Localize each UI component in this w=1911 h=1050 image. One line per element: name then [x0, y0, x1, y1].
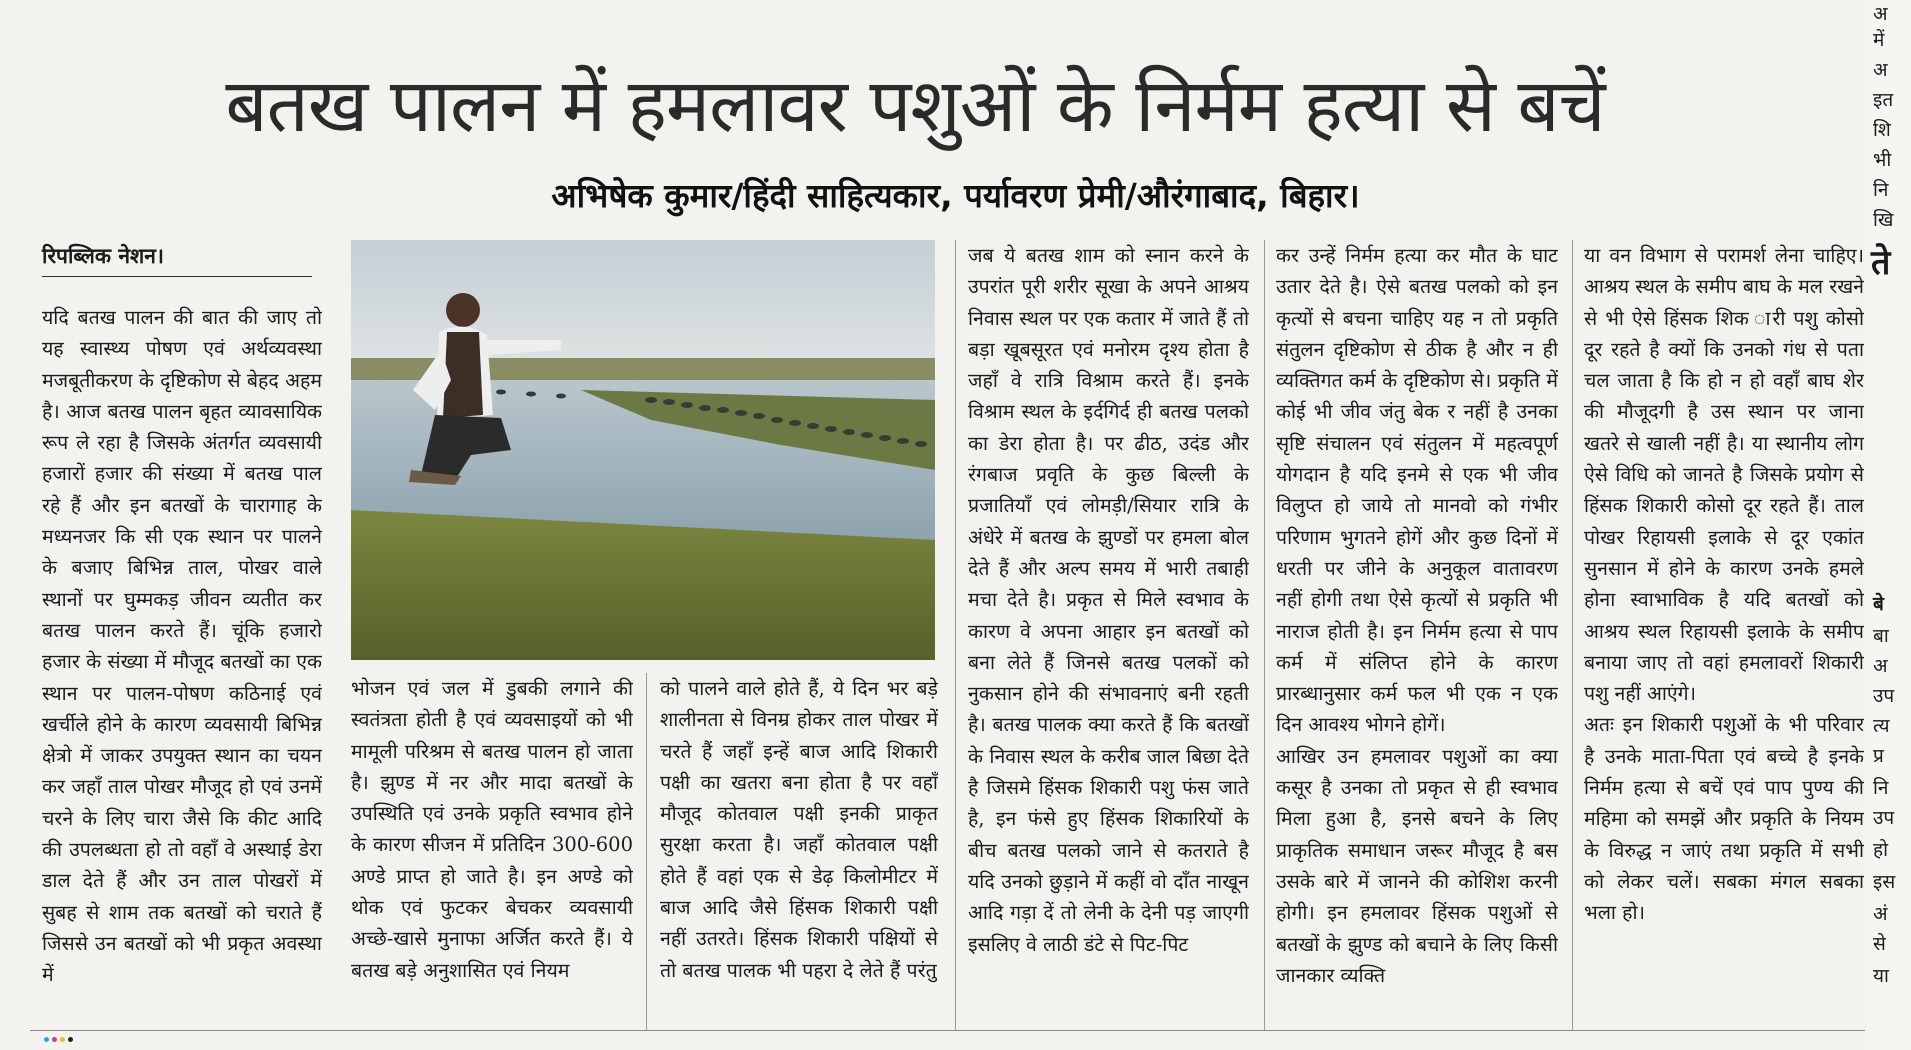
- paragraph: या वन विभाग से परामर्श लेना चाहिए। आश्रय स्थल के समीप बाघ के मल रखने से भी ऐसे हिंसक शिक ारी पशु कोसो दूर रहते है क्यों कि उनको गंध से पता चल जाता है कि हो न हो वहाँ बाघ शेर की मौजूदगी है उस स्थान पर जाना खतरे से खाली नहीं है। या स्थानीय लोग ऐसे विधि को जानते है जिसके प्रयोग से हिंसक शिकारी कोसो दूर रहते हैं। ताल पोखर रिहायसी इलाके से दूर एकांत सुनसान में होने के कारण उनके हमले होना स्वाभाविक है यदि बतखों को आश्रय स्थल रिहायसी इलाके के समीप बनाया जाए तो वहां हमलावरों शिकारी पशु नहीं आएंगे।: [1584, 244, 1864, 706]
- edge-fragment: इत: [1873, 89, 1894, 111]
- article-photo: [351, 240, 935, 660]
- paragraph: भोजन एवं जल में डुबकी लगाने की स्वतंत्रता होती है एवं व्यवसाइयों को भी मामूली परिश्रम से बतख पालन हो जाता है। झुण्ड में नर और मादा बतखों के उपस्थिति एवं उनके प्रकृति स्वभाव होने के कारण सीजन में प्रतिदिन 300-600 अण्डे प्राप्त हो जाते है। इन अण्डे को थोक एवं फुटकर बेचकर व्यवसायी अच्छे-खासे मुनाफा अर्जित करते हैं। ये बतख बड़े अनुशासित एवं नियम: [351, 677, 633, 982]
- edge-fragment: बे: [1873, 593, 1884, 615]
- edge-fragment: में: [1873, 29, 1885, 51]
- edge-fragment: प्र: [1873, 745, 1884, 767]
- edge-fragment: अ: [1873, 59, 1888, 81]
- column-divider: [1264, 240, 1265, 1030]
- edge-fragment: या: [1873, 965, 1889, 987]
- photo-illustration: [351, 240, 935, 660]
- source-label: रिपब्लिक नेशन।: [42, 242, 312, 277]
- edge-fragment: भी: [1873, 149, 1892, 171]
- edge-fragment: खि: [1873, 209, 1894, 231]
- edge-fragment: नि: [1873, 777, 1889, 799]
- article-column-1: [42, 302, 322, 1030]
- paragraph: जब ये बतख शाम को स्नान करने के उपरांत पूरी शरीर सूखा के अपने आश्रय निवास स्थल पर एक कतार में जाते हैं तो बड़ा खूबसूरत एवं मनोरम दृश्य होता है जहाँ वे रात्रि विश्राम करते हैं। इनके विश्राम स्थल के इर्दगिर्द ही बतख पलको का डेरा होता है। पर ढीठ, उदंड और रंगबाज प्रवृति के कुछ बिल्ली के प्रजातियाँ एवं लोमड़ी/सियार रात्रि के अंधेरे में बतख के झुण्डों पर हमला बोल देते हैं और अल्प समय में भारी तबाही मचा देते है। प्रकृत से मिले स्वभाव के कारण वे अपना आहार इन बतखों को बना लेते हैं जिनसे बतख पलकों को नुकसान होने की संभावनाएं बनी रहती है। बतख पालक क्या करते हैं कि बतखों के निवास स्थल के करीब जाल बिछा देते है जिसमे हिंसक शिकारी पशु फंस जाते है, इन फंसे हुए हिंसक शिकारियों के बीच बतख पलको जाने से कतराते है यदि उनको छुड़ाने में कहीं वो दाँत नाखून आदि गड़ा दें तो लेनी के देनी पड़ जाएगी इसलिए वे लाठी डंटे से पिट-पिट: [968, 244, 1249, 956]
- edge-fragment: हो: [1873, 839, 1889, 861]
- paragraph: कर उन्हें निर्मम हत्या कर मौत के घाट उतार देते है। ऐसे बतख पलको को इन कृत्यों से बचना चाहिए यह न तो प्रकृति संतुलन दृष्टिकोण से ठीक है और न ही व्यक्तिगत कर्म के दृष्टिकोण से। प्रकृति में कोई भी जीव जंतु बेक र नहीं है उनका सृष्टि संचालन एवं संतुलन में महत्वपूर्ण योगदान है यदि इनमे से एक भी जीव विलुप्त हो जाये तो मानवो को गंभीर परिणाम भुगतने होगें और कुछ दिनों में धरती पर जीने के अनुकूल वातावरण नहीं होगी तथा ऐसे कृत्यों से प्रकृति भी नाराज होती है। इन निर्मम हत्या से पाप कर्म में संलिप्त होने के कारण प्रारब्धानुसार कर्म फल भी एक न एक दिन आवश्य भोगने होगें।: [1276, 244, 1558, 737]
- paragraph: को पालने वाले होते हैं, ये दिन भर बड़े शालीनता से विनम्र होकर ताल पोखर में चरते हैं जहाँ इन्हें बाज आदि शिकारी पक्षी का खतरा बना होता है पर वहाँ मौजूद कोतवाल पक्षी इनकी प्राकृत सुरक्षा करता है। जहाँ कोतवाल पक्षी होते हैं वहां एक से डेढ़ किलोमीटर में बाज आदि जैसे हिंसक शिकारी पक्षी नहीं उतरते। हिंसक शिकारी पक्षियों से तो बतख पालक भी पहरा दे लेते हैं परंतु: [660, 677, 938, 982]
- adjacent-article-edge: [1865, 0, 1911, 1050]
- edge-fragment: ते: [1871, 243, 1891, 283]
- paragraph: यदि बतख पालन की बात की जाए तो यह स्वास्थ्य पोषण एवं अर्थव्यवस्था मजबूतीकरण के दृष्टिकोण से बेहद अहम है। आज बतख पालन बृहत व्यावसायिक रूप ले रहा है जिसके अंतर्गत व्यवसायी हजारों हजार की संख्या में बतख पाल रहे हैं और इन बतखों के चारागाह के मध्यनजर कि सी एक स्थान पर पालने के बजाए बिभिन्न ताल, पोखर वाले स्थानों पर घुम्मकड़ जीवन व्यतीत कर बतख पालन करते हैं। चूंकि हजारो हजार के संख्या में मौजूद बतखों का एक स्थान पर पालन-पोषण कठिनाई एवं खर्चीले होने के कारण व्यवसायी बिभिन्न क्षेत्रो में जाकर उपयुक्त स्थान का चयन कर जहाँ ताल पोखर मौजूद हो एवं उनमें चरने के लिए चारा जैसे कि कीट आदि की उपलब्धता हो तो वहाँ वे अस्थाई डेरा डाल देते हैं और उन ताल पोखरों में सुबह से शाम तक बतखों को चराते हैं जिससे उन बतखों को भी प्रकृत अवस्था में: [42, 306, 322, 987]
- edge-fragment: उप: [1873, 807, 1895, 829]
- article-column-3: [660, 673, 938, 1030]
- edge-fragment: शि: [1873, 119, 1891, 141]
- article-column-2: [351, 673, 633, 1030]
- byline: अभिषेक कुमार/हिंदी साहित्यकार, पर्यावरण प्रेमी/औरंगाबाद, बिहार।: [551, 176, 1360, 215]
- edge-fragment: इस: [1873, 871, 1896, 893]
- paragraph: आखिर उन हमलावर पशुओं का क्या कसूर है उनका तो प्रकृत से ही स्वभाव मिला हुआ है, इनसे बचने के लिए प्राकृतिक समाधान जरूर मौजूद है बस उसके बारे में जानने की कोशिश करनी होगी। इन हमलावर हिंसक पशुओं से बतखों के झुण्ड को बचाने के लिए किसी जानकार व्यक्ति: [1276, 744, 1558, 987]
- bottom-rule: [30, 1030, 1865, 1031]
- article-column-4: [968, 240, 1249, 1030]
- column-divider: [1572, 240, 1573, 1030]
- edge-fragment: त्य: [1873, 715, 1890, 737]
- edge-fragment: से: [1873, 933, 1886, 955]
- edge-fragment: नि: [1873, 179, 1889, 201]
- edge-fragment: अ: [1873, 655, 1888, 677]
- column-divider: [646, 673, 647, 1030]
- column-divider: [955, 240, 956, 1030]
- edge-fragment: उप: [1873, 685, 1895, 707]
- edge-fragment: बा: [1873, 625, 1889, 647]
- article-column-5: [1276, 240, 1558, 1030]
- paragraph: अतः इन शिकारी पशुओं के भी परिवार है उनके माता-पिता एवं बच्चे है इनके निर्मम हत्या से बचें एवं पाप पुण्य की महिमा को समझें और प्रकृति के नियम के विरुद्ध न जाएं तथा प्रकृति में सभी को लेकर चलें। सबका मंगल सबका भला हो।: [1584, 713, 1864, 925]
- edge-fragment: अ: [1873, 3, 1888, 25]
- headline: बतख पालन में हमलावर पशुओं के निर्मम हत्या से बचें: [225, 63, 1605, 149]
- print-registration-dots: [44, 1037, 73, 1042]
- edge-fragment: अं: [1873, 903, 1888, 925]
- article-column-6: [1584, 240, 1864, 1030]
